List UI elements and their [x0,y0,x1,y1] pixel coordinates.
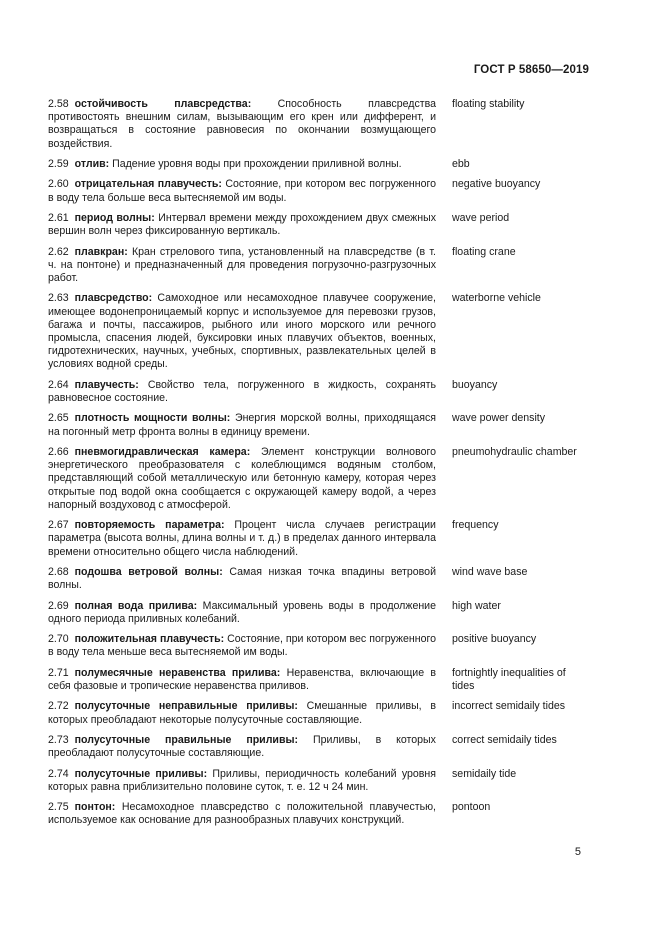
term-definition [48,158,436,171]
term-english: pneumohydraulic chamber [452,445,577,458]
term-entry-2-69 [48,600,588,626]
term-number: 2.70 [48,633,69,646]
term-number: 2.72 [48,700,69,713]
term-text: Состояние, при котором вес погруженного в воду тела больше веса вытесняемой им воды. [48,178,436,204]
term-definition [48,412,436,438]
term-definition [48,292,436,371]
term-name: плавсредство: [74,292,153,305]
term-name: повторяемость параметра: [74,519,225,532]
term-entry-2-62 [48,246,588,286]
term-name: плавкран: [74,245,128,258]
term-number: 2.64 [48,378,69,391]
term-name: пневмогидравлическая камера: [74,445,251,458]
term-entry-2-61 [48,212,588,238]
term-english: fortnightly inequalities of tides [452,666,566,692]
term-english: ebb [452,158,470,170]
term-definition [48,519,436,559]
term-english: wind wave base [452,565,528,578]
term-text: Кран стрелового типа, установленный на плавсредстве (в т. ч. на понтоне) и предназначенный для проведения погрузочно-разгрузочных работ. [48,245,436,284]
term-name: период волны: [74,211,155,224]
term-definition [48,98,436,151]
term-number: 2.66 [48,445,69,458]
term-number: 2.74 [48,767,69,780]
term-english: floating stability [452,98,525,110]
term-english: semidaily tide [452,767,517,780]
term-entry-2-59 [48,158,588,171]
term-english: floating crane [452,245,516,258]
term-english: waterborne vehicle [452,292,541,305]
term-text: Свойство тела, погруженного в жидкость, сохранять равновесное состояние. [48,378,436,404]
term-entry-2-71 [48,667,588,693]
standard-number: ГОСТ Р 58650—2019 [473,64,589,76]
term-entry-2-75 [48,801,588,827]
term-text: Приливы, периодичность колебаний уровня которых равна приблизительно половине суток, т. е. 12 ч 24 мин. [48,767,437,793]
term-text: Самая низкая точка впадины ветровой волны. [48,565,436,592]
term-entry-2-72 [48,700,588,726]
term-number: 2.59 [48,158,69,170]
term-name: полумесячные неравенства прилива: [74,666,281,679]
term-entry-2-66 [48,446,588,512]
term-text: Самоходное или несамоходное плавучее сооружение, имеющее водонепроницаемый корпус и используемое для перевозки грузов, багажа и почты, пассажиров, рыбного или иного морского или речного промысла, спасения людей, буксировки иных плавучих объектов, военных, гидротехнических, научных, учебных, спортивных, развлекательных целей в условиях водной среды. [48,292,436,371]
term-name: полная вода прилива: [74,599,198,612]
term-number: 2.75 [48,801,69,814]
term-definition [48,667,436,693]
term-english: negative buoyancy [452,178,541,191]
term-text: Способность плавсредства противостоять внешним силам, вызывающим его крен или дифферент, и возвращаться в состояние равновесия по окончании возмущающего воздействия. [48,98,437,150]
term-text: Элемент конструкции волнового энергетического преобразователя с колеблющимся водяным столбом, представляющий собой металлическую или бетонную камеру, которая через открытые под водой окна сообщается с окружающей камеру водой, а через напорный воздуховод с атмосферой. [48,445,436,511]
term-text: Приливы, в которых преобладают полусуточные составляющие. [48,733,436,760]
term-english: wave power density [452,412,546,425]
term-number: 2.63 [48,292,69,305]
term-english: positive buoyancy [452,633,537,646]
term-english: buoyancy [452,378,498,391]
term-definition [48,600,436,626]
term-definition [48,801,436,827]
term-number: 2.58 [48,98,69,110]
term-definition [48,212,436,238]
term-number: 2.69 [48,599,69,612]
term-entry-2-64 [48,379,588,405]
term-text: Неравенства, включающие в себя фазовые и тропические неравенства приливов. [48,666,436,692]
term-definition [48,700,436,726]
term-text: Энергия морской волны, приходящаяся на погонный метр фронта волны в единицу времени. [48,412,436,438]
term-entry-2-65 [48,412,588,438]
term-entry-2-60 [48,178,588,204]
term-definition [48,379,436,405]
term-text: Максимальный уровень воды в продолжение одного периода приливных колебаний. [48,599,436,625]
term-list [48,98,588,835]
term-english: correct semidaily tides [452,733,557,746]
term-name: полусуточные неправильные приливы: [74,700,298,713]
term-english: wave period [452,211,510,224]
term-english: pontoon [452,801,491,814]
term-english: incorrect semidaily tides [452,700,566,713]
term-entry-2-67 [48,519,588,559]
term-number: 2.73 [48,733,69,746]
term-definition [48,734,436,760]
term-name: остойчивость плавсредства: [74,98,252,110]
term-definition [48,446,436,512]
term-entry-2-68 [48,566,588,592]
term-definition [48,246,436,286]
term-name: отлив: [74,158,110,170]
term-entry-2-70 [48,633,588,659]
term-entry-2-73 [48,734,588,760]
term-entry-2-63 [48,292,588,371]
term-name: отрицательная плавучесть: [74,178,222,191]
term-definition [48,768,436,794]
term-text: Процент числа случаев регистрации параметра (высота волны, длина волны и т. д.) в пределах данного интервала времени относительно общего числа наблюдений. [48,519,436,558]
term-name: подошва ветровой волны: [74,565,223,578]
term-text: Смешанные приливы, в которых преобладают некоторые полусуточные составляющие. [48,700,436,726]
term-number: 2.67 [48,519,69,532]
term-number: 2.65 [48,412,69,425]
term-name: полусуточные приливы: [74,767,208,780]
term-number: 2.62 [48,245,69,258]
term-definition [48,178,436,204]
term-number: 2.71 [48,666,69,679]
term-text: Состояние, при котором вес погруженного в воду тела меньше веса вытесняемой им воды. [48,633,436,659]
term-number: 2.61 [48,211,69,224]
term-english: frequency [452,519,499,532]
term-name: плотность мощности волны: [74,412,231,425]
term-text: Несамоходное плавсредство с положительной плавучестью, используемое как основание для разнообразных плавучих конструкций. [48,801,436,827]
term-name: плавучесть: [74,378,139,391]
term-definition [48,566,436,592]
term-definition [48,633,436,659]
term-entry-2-74 [48,768,588,794]
term-number: 2.60 [48,178,69,191]
term-name: понтон: [74,801,116,814]
term-name: полусуточные правильные приливы: [74,733,299,746]
term-text: Падение уровня воды при прохождении приливной волны. [112,158,402,170]
page-number: 5 [574,846,581,858]
term-text: Интервал времени между прохождением двух смежных вершин волн через фиксированную вертикаль. [48,211,436,238]
term-english: high water [452,599,501,612]
term-name: положительная плавучесть: [74,633,225,646]
term-number: 2.68 [48,565,69,578]
term-entry-2-58 [48,98,588,151]
